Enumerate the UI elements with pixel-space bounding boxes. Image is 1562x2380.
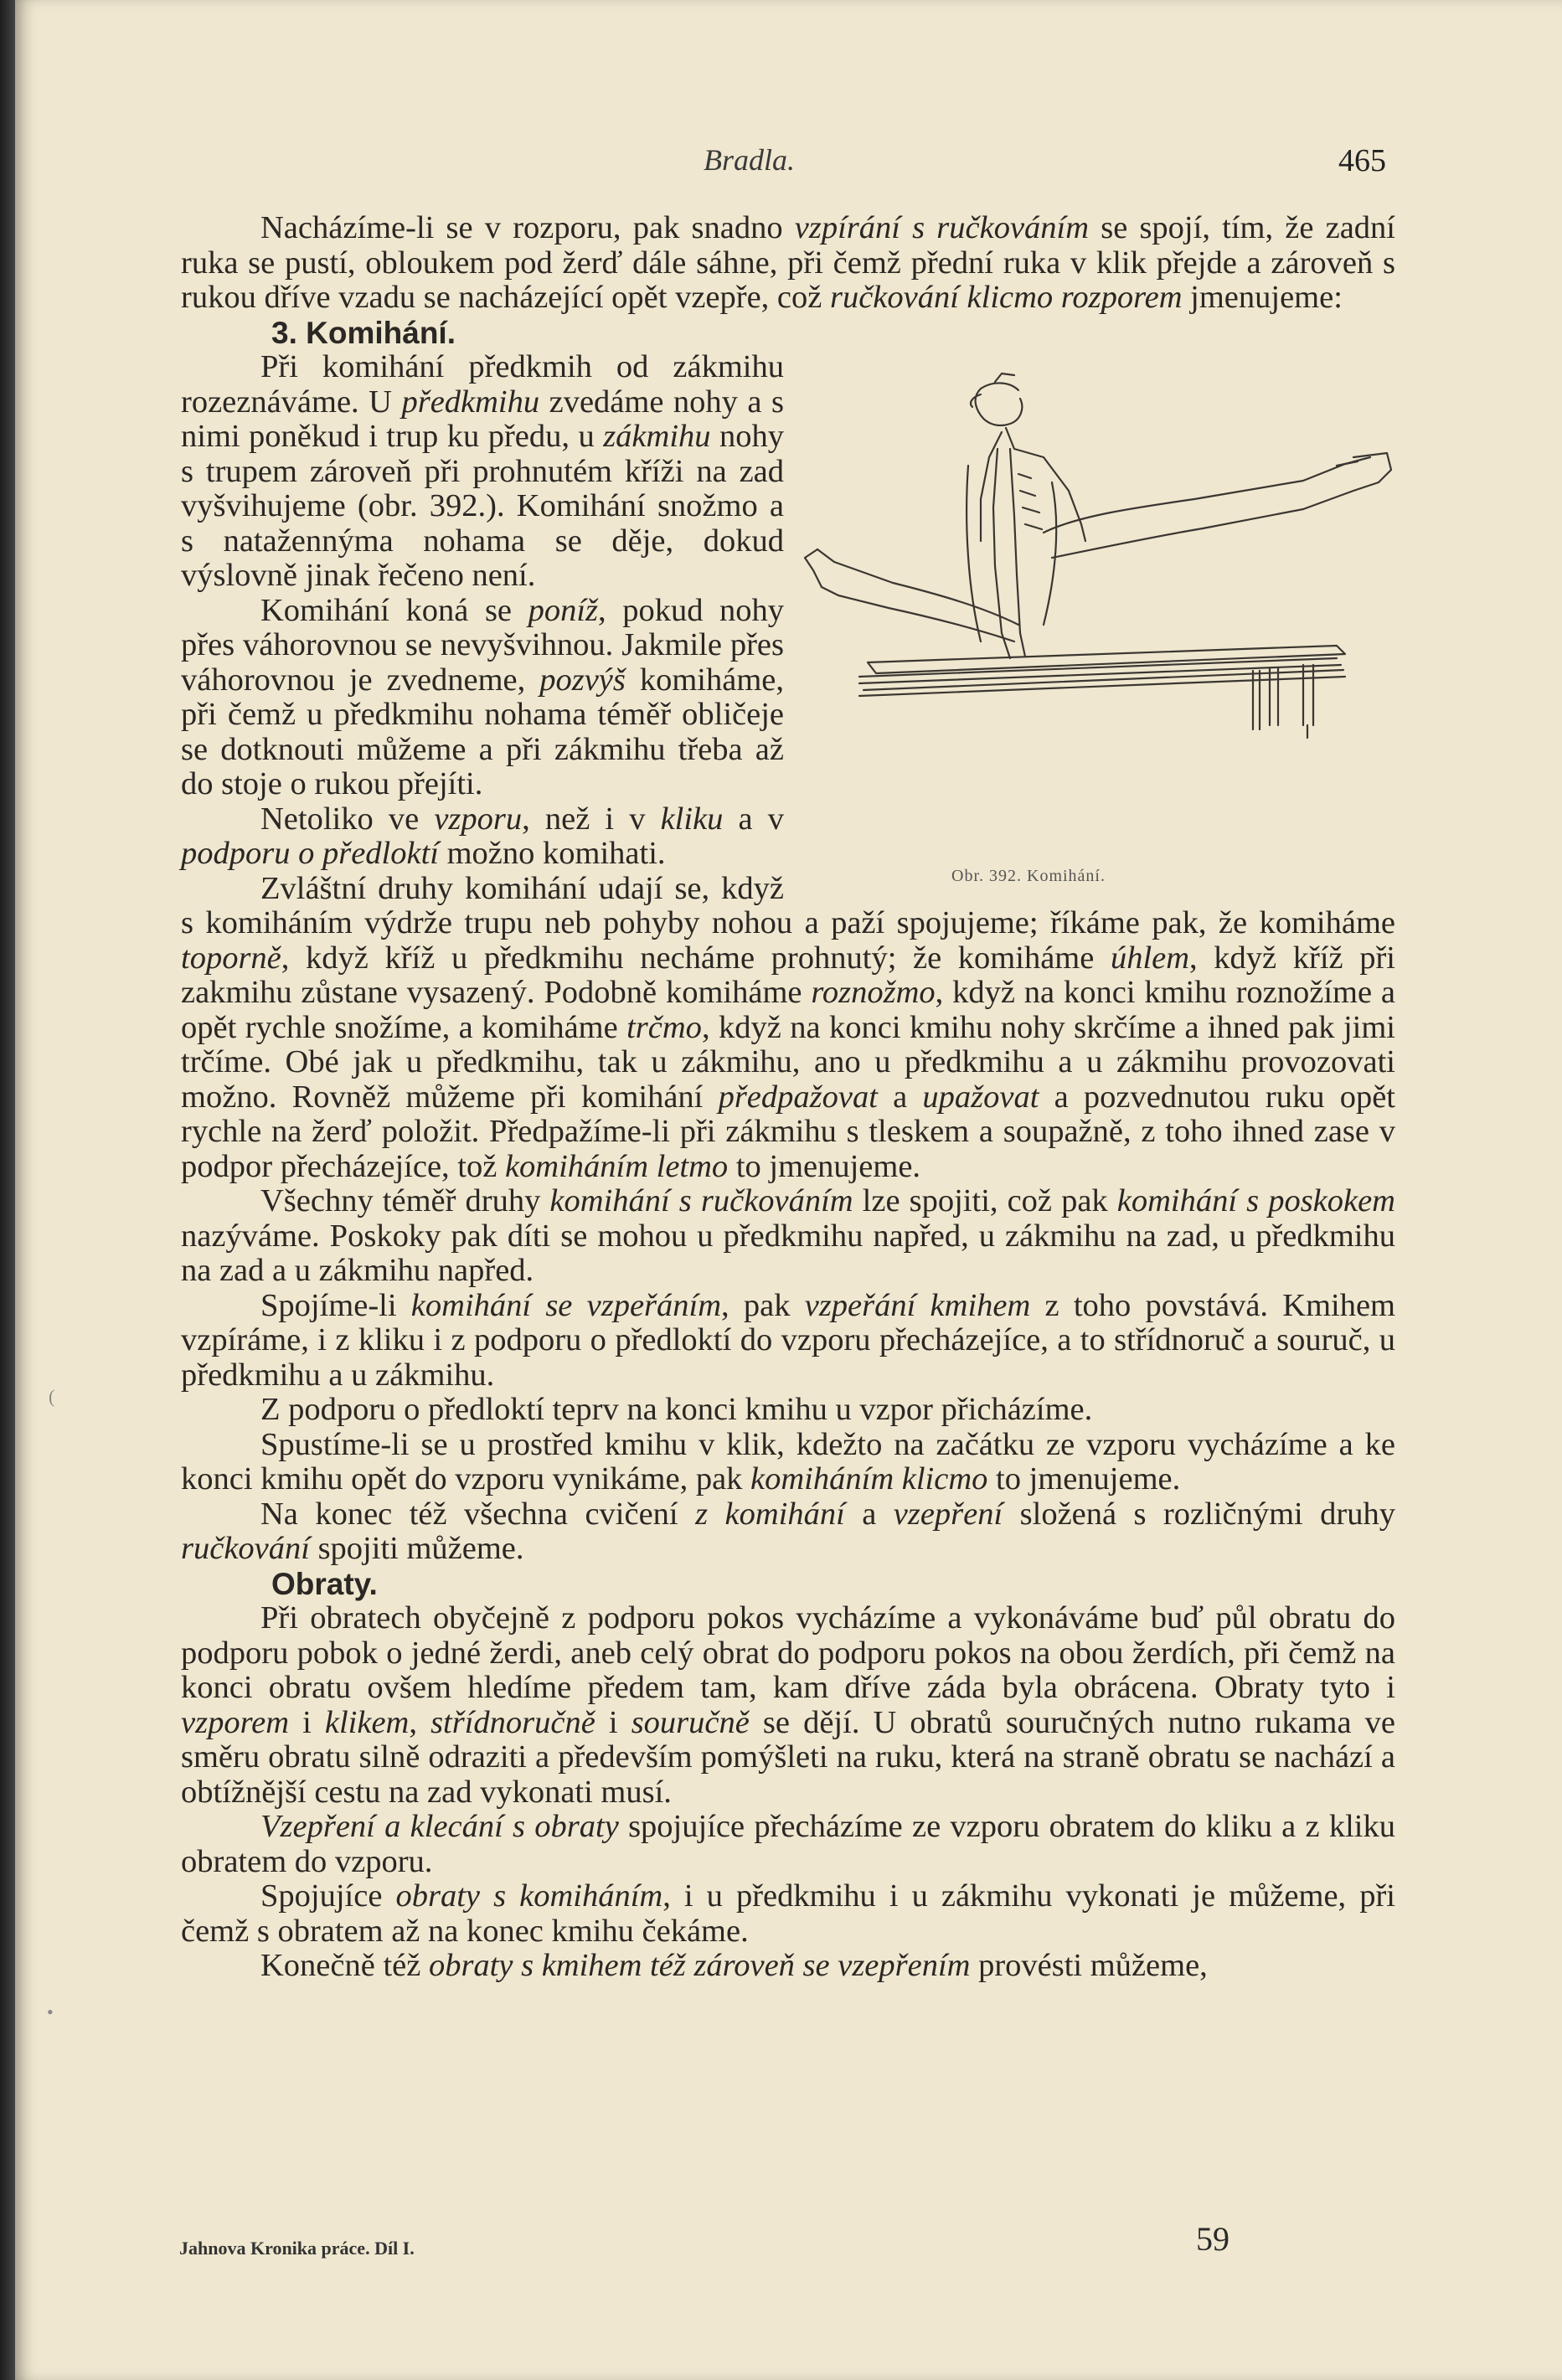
text-run: zvedáme nohy a s nimi poněkud i trup ku předu, u	[181, 384, 784, 454]
italic-term: souručně	[631, 1704, 750, 1740]
text-run: to jmenujeme.	[728, 1148, 921, 1184]
italic-term: vzporem	[181, 1704, 290, 1740]
paragraph-p14	[181, 1949, 1395, 1984]
italic-term: upažovat	[922, 1079, 1039, 1115]
text-run: Zvláštní druhy komihání udají se, když s komiháním výdrže trupu neb pohyby nohou a paží spojujeme; říkáme pak, že komiháme	[181, 870, 1395, 940]
text-run: Spojíme-li	[260, 1287, 411, 1323]
body-text	[181, 211, 1395, 1984]
margin-mark: •	[47, 2001, 54, 2022]
figure-caption: Obr. 392. Komihání.	[951, 867, 1106, 885]
paragraph-p13	[181, 1879, 1395, 1949]
text-run: Netoliko ve	[260, 801, 435, 837]
footer-publisher: Jahnova Kronika práce. Díl I.	[179, 2238, 415, 2259]
italic-term: z komihání	[695, 1496, 845, 1532]
section-heading-obraty: Obraty.	[271, 1566, 378, 1601]
paragraph-p5	[181, 872, 1395, 1185]
text-run: se spojí, tím, že zadní ruka se pustí, obloukem pod žerď dále sáhne, při čemž přední ruka v klik přejde a zároveň s rukou dříve vzadu se nacházející opět vzepře, což	[181, 210, 1395, 315]
text-run: , když kříž při zakmihu zůstane vysazený. Podobně komiháme	[181, 940, 1395, 1010]
paragraph-p12	[181, 1810, 1395, 1879]
text-run: Při komihání předkmih od zákmihu rozeznáváme. U	[181, 349, 784, 420]
text-run: komiháme, při čemž u předkmihu nohama téměř obličeje se dotknouti můžeme a při zákmihu třeba až do stoje o rukou přejíti.	[181, 662, 784, 801]
text-run: Na konec též všechna cvičení	[260, 1496, 696, 1532]
italic-term: komihání s poskokem	[1116, 1183, 1395, 1218]
text-run: složená s rozličnými druhy	[1003, 1496, 1395, 1532]
book-spine-edge	[0, 0, 15, 2380]
text-run: ,	[409, 1704, 431, 1740]
text-run: i	[595, 1704, 632, 1740]
italic-term: komihání se vzpeřáním	[410, 1287, 722, 1323]
text-run: a pozvednutou ruku opět rychle na žerď položit. Předpažíme-li při zákmihu s tleskem a soupažně, z toho ihned zase v podpor přecházejíce, tož	[181, 1079, 1395, 1184]
italic-term: toporně	[181, 940, 281, 976]
text-run: , když na konci kmihu roznožíme a opět rychle snožíme, a komiháme	[181, 975, 1395, 1045]
text-run: a	[877, 1079, 923, 1115]
paragraph-group-intro	[181, 211, 1395, 316]
italic-term: pozvýš	[539, 662, 626, 698]
text-run: , i u předkmihu i u zákmihu vykonati je můžeme, při čemž s obratem až na konec kmihu čekáme.	[181, 1878, 1396, 1949]
italic-term: komiháním letmo	[504, 1148, 729, 1184]
italic-term: předpažovat	[718, 1079, 878, 1115]
italic-term: předkmihu	[401, 384, 540, 420]
text-run: , pokud nohy přes váhorovnou se nevyšvihnou. Jakmile přes váhorovnou je zvedneme,	[181, 592, 785, 698]
text-run: nazýváme. Poskoky pak díti se mohou u předkmihu napřed, u zákmihu na zad, u předkmihu na zad a u zákmihu napřed.	[181, 1218, 1395, 1288]
italic-term: kliku	[660, 801, 724, 837]
text-run: z toho povstává. Kmihem vzpíráme, i z kliku i z podporu o předloktí do vzporu přecházejíce, a to střídnoruč a souruč, u předkmihu a u zákmihu.	[181, 1287, 1395, 1393]
italic-term: komiháním klicmo	[750, 1461, 988, 1497]
text-run: a v	[723, 801, 784, 837]
margin-mark: (	[49, 1386, 55, 1407]
text-run: Při obratech obyčejně z podporu pokos vycházíme a vykonáváme buď půl obratu do podporu pobok o jedné žerdi, aneb celý obrat do podporu pokos na obou žerdích, při čemž na konci obratu ovšem hledíme předem tam, kam dříve záda byla obrácena. Obraty tyto i	[181, 1600, 1395, 1705]
signature-mark: 59	[1196, 2220, 1229, 2258]
text-run: provésti můžeme,	[970, 1948, 1208, 1983]
italic-term: vzpeřání kmihem	[804, 1287, 1031, 1323]
text-run: lze spojiti, což pak	[853, 1183, 1117, 1218]
text-run: , než i v	[522, 801, 661, 837]
italic-term: poníž	[528, 592, 599, 628]
text-run: Všechny téměř druhy	[260, 1183, 550, 1218]
text-run: Nacházíme-li se v rozporu, pak snadno	[260, 210, 795, 245]
text-run: Komihání koná se	[260, 592, 528, 628]
section-heading-komihani: 3. Komihání.	[271, 315, 456, 350]
italic-term: vzpírání s ručkováním	[794, 210, 1090, 245]
italic-term: obraty s kmihem též zároveň se vzepřením	[428, 1948, 971, 1983]
italic-term: úhlem	[1110, 940, 1190, 976]
text-run: jmenujeme:	[1182, 280, 1343, 315]
italic-term: trčmo	[626, 1009, 702, 1045]
page-header	[15, 142, 1562, 176]
text-run: , pak	[721, 1287, 805, 1323]
italic-term: Vzepření a klecání s obraty	[260, 1809, 619, 1844]
paragraph-p11	[181, 1601, 1395, 1810]
scanned-page	[15, 0, 1562, 2380]
italic-term: roznožmo	[811, 975, 936, 1010]
text-run: nohy s trupem zároveň při prohnutém kříži na zad vyšvihujeme (obr. 392.). Komihání snožmo a s natažennýma nohama se děje, dokud výslovně jinak řečeno není.	[181, 419, 784, 593]
paragraph-p7	[181, 1289, 1395, 1393]
page-footer	[15, 2219, 1562, 2269]
italic-term: podporu o předloktí	[181, 836, 439, 871]
italic-term: obraty s komiháním	[395, 1878, 663, 1914]
italic-term: komihání s ručkováním	[549, 1183, 853, 1218]
paragraph-p10	[181, 1497, 1395, 1567]
gymnast-illustration-icon	[801, 357, 1404, 859]
italic-term: střídnoručně	[430, 1704, 595, 1740]
text-run: Spustíme-li se u prostřed kmihu v klik, kdežto na začátku ze vzporu vycházíme a ke konci kmihu opět do vzporu vynikáme, pak	[181, 1426, 1395, 1497]
text-run: se dějí. U obratů souručných nutno rukama ve směru obratu silně odraziti a především pomýšleti na ruku, která na straně obratu se nachází a obtížnější cestu na zad vykonati musí.	[181, 1704, 1396, 1810]
page-number: 465	[1338, 143, 1386, 178]
italic-term: vzporu	[434, 801, 523, 837]
running-title: Bradla.	[704, 143, 796, 177]
italic-term: zákmihu	[603, 419, 711, 454]
text-run: spojujíce přecházíme ze vzporu obratem do kliku a z kliku obratem do vzporu.	[181, 1809, 1396, 1879]
text-run: možno komihati.	[438, 836, 666, 871]
paragraph-p9	[181, 1428, 1395, 1497]
paragraph-group-obraty	[181, 1601, 1395, 1984]
paragraph-p1	[181, 211, 1395, 316]
text-run: a	[844, 1496, 894, 1532]
italic-term: klikem	[324, 1704, 410, 1740]
paragraph-p6	[181, 1184, 1395, 1289]
text-run: , když kříž u předkmihu necháme prohnutý; že komiháme	[281, 940, 1111, 976]
text-run: Konečně též	[260, 1948, 429, 1983]
text-run: to jmenujeme.	[987, 1461, 1181, 1497]
text-run: Z podporu o předloktí teprv na konci kmihu u vzpor přicházíme.	[260, 1392, 1093, 1427]
italic-term: ručkování	[181, 1531, 310, 1566]
text-run: Spojujíce	[260, 1878, 396, 1914]
text-run: i	[289, 1704, 325, 1740]
paragraph-p8	[181, 1393, 1395, 1428]
text-run: spojiti můžeme.	[309, 1531, 524, 1566]
italic-term: vzepření	[893, 1496, 1003, 1532]
figure-392	[801, 357, 1404, 893]
text-run: , když na konci kmihu nohy skrčíme a ihned pak jimi trčíme. Obé jak u předkmihu, tak u zákmihu, ano u předkmihu a u zákmihu provozovati možno. Rovněž můžeme při komihání	[181, 1009, 1395, 1115]
italic-term: ručkování klicmo rozporem	[829, 280, 1183, 315]
